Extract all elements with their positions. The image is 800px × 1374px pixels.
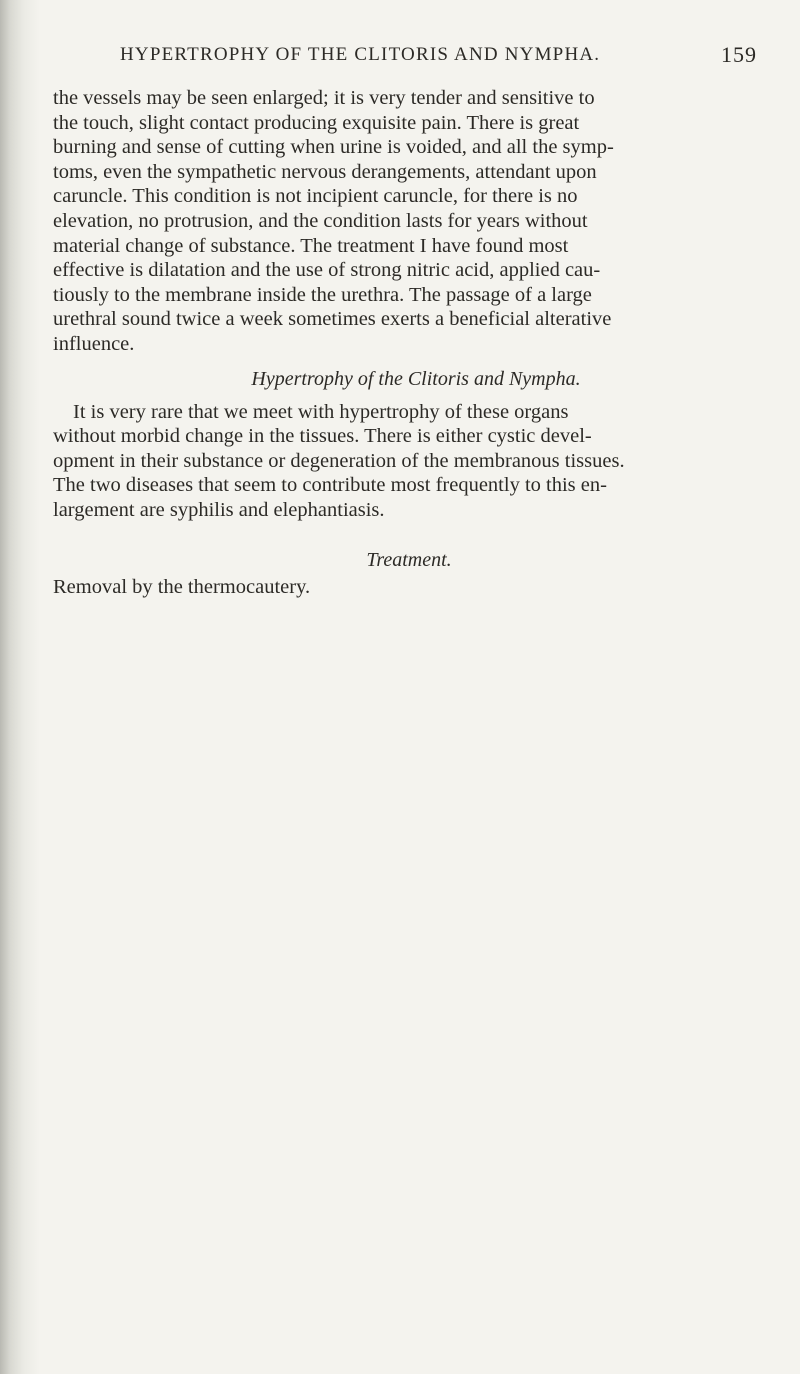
text-line: burning and sense of cutting when urine is voided, and all the symp-: [53, 136, 614, 159]
text-line: caruncle. This condition is not incipient caruncle, for there is no: [53, 185, 578, 208]
page-number: 159: [721, 42, 757, 67]
text-line: influence.: [53, 332, 135, 355]
text-line: Removal by the thermocautery.: [53, 575, 311, 598]
paragraph-treatment: [53, 575, 743, 600]
paragraph-hypertrophy: [53, 400, 743, 523]
text-line: opment in their substance or degeneration of the membranous tissues.: [53, 449, 625, 472]
text-line: material change of substance. The treatment I have found most: [53, 234, 569, 257]
text-line: tiously to the membrane inside the urethra. The passage of a large: [53, 283, 592, 306]
text-line: without morbid change in the tissues. There is either cystic devel-: [53, 425, 592, 448]
text-line: It is very rare that we meet with hypertrophy of these organs: [73, 400, 569, 423]
page-gutter-shadow: [0, 0, 40, 1374]
text-line: The two diseases that seem to contribute most frequently to this en-: [53, 474, 607, 497]
text-line: effective is dilatation and the use of strong nitric acid, applied cau-: [53, 259, 601, 282]
text-line: elevation, no protrusion, and the condition lasts for years without: [53, 209, 588, 232]
paragraph-caruncle-continuation: [53, 86, 743, 357]
text-line: the touch, slight contact producing exquisite pain. There is great: [53, 111, 580, 134]
book-page: [53, 38, 757, 599]
text-line: largement are syphilis and elephantiasis.: [53, 498, 385, 521]
text-line: toms, even the sympathetic nervous derangements, attendant upon: [53, 160, 597, 183]
running-title: HYPERTROPHY OF THE CLITORIS AND NYMPHA.: [120, 44, 601, 65]
section-heading-treatment: Treatment.: [366, 548, 452, 571]
section-heading-hypertrophy: Hypertrophy of the Clitoris and Nympha.: [251, 367, 581, 390]
running-header: [53, 38, 757, 72]
text-line: the vessels may be seen enlarged; it is very tender and sensitive to: [53, 87, 595, 109]
text-line: urethral sound twice a week sometimes exerts a beneficial alterative: [53, 308, 612, 331]
